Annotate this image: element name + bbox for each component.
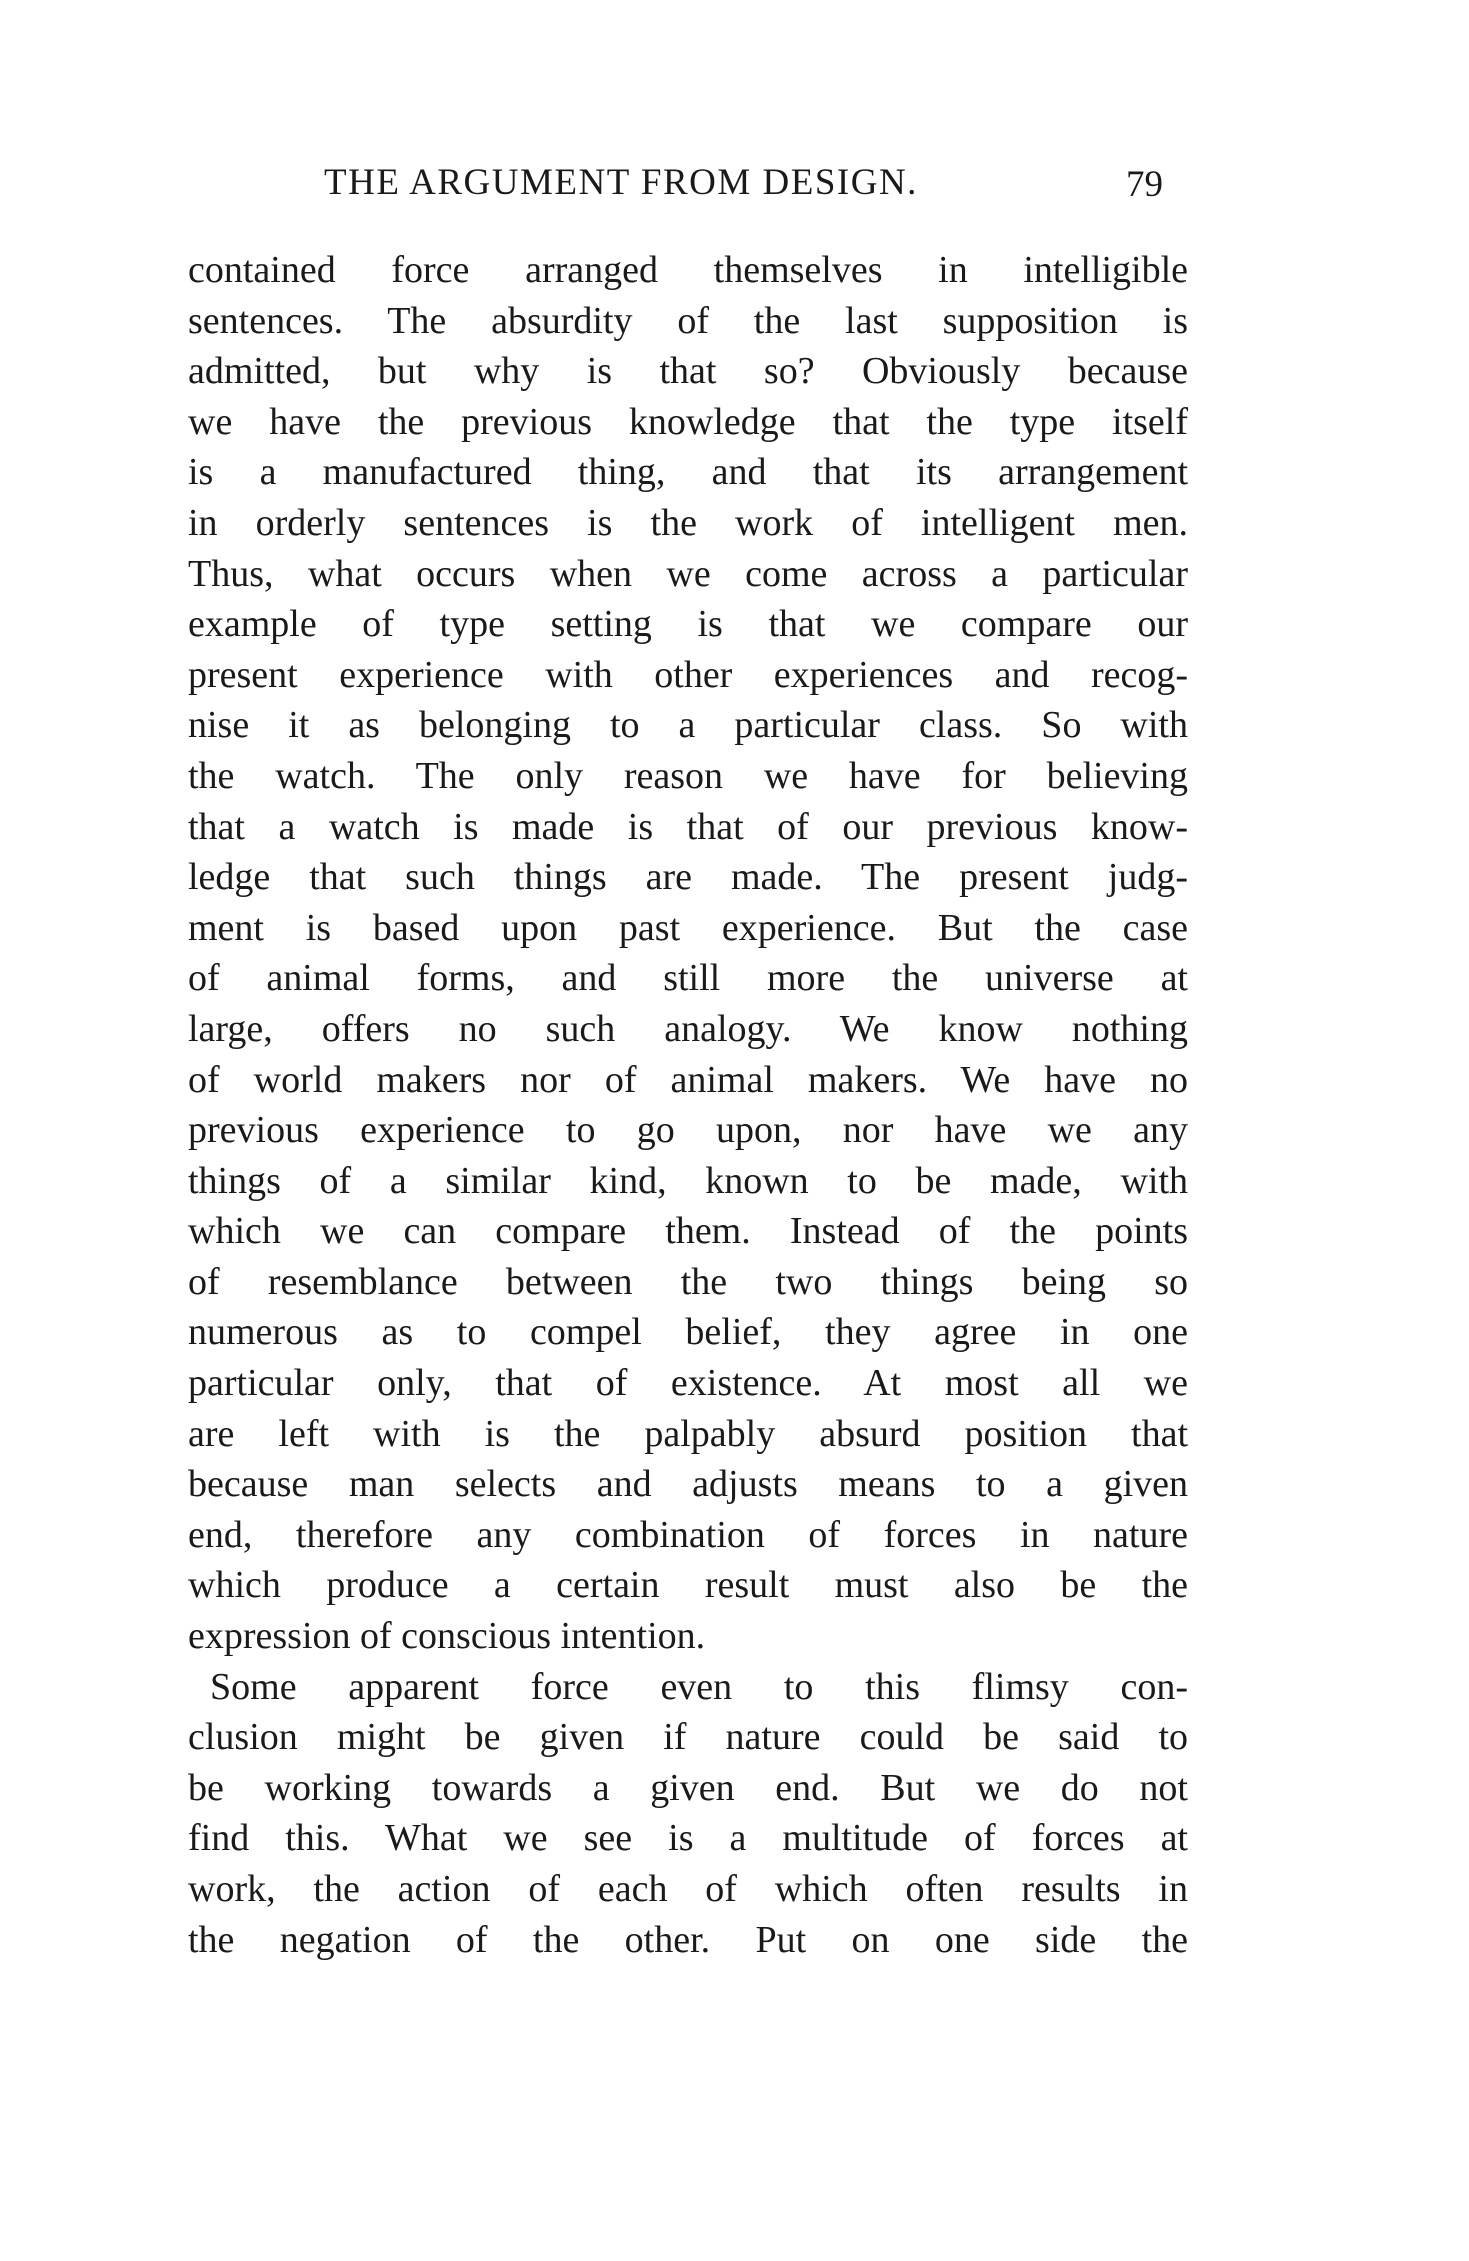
page-number: 79 [1126,164,1163,205]
text-line: in orderly sentences is the work of intelligent men. [188,501,1188,544]
text-line: ment is based upon past experience. But the case [188,906,1188,949]
text-line: work, the action of each of which often results in [188,1868,1188,1910]
running-title: THE ARGUMENT FROM DESIGN. [324,162,918,203]
text-line: admitted, but why is that so? Obviously because [188,350,1188,393]
paragraph-1 [188,245,1188,1662]
text-line: that a watch is made is that of our previous know- [188,805,1188,848]
text-line: things of a similar kind, known to be made, with [188,1159,1188,1202]
text-line: because man selects and adjusts means to a given [188,1463,1188,1506]
text-line: large, offers no such analogy. We know nothing [188,1007,1188,1050]
text-line: previous experience to go upon, nor have we any [188,1109,1188,1152]
running-head [188,158,1188,208]
text-line: which produce a certain result must also be the [188,1564,1188,1607]
text-line: nise it as belonging to a particular class. So with [188,704,1188,747]
text-line: ledge that such things are made. The present judg- [188,856,1188,899]
text-line: numerous as to compel belief, they agree in one [188,1311,1188,1354]
text-line: expression of conscious intention. [188,1615,706,1658]
text-line: Some apparent force even to this flimsy con- [210,1665,1188,1708]
text-line: particular only, that of existence. At most all we [188,1362,1188,1405]
text-line: find this. What we see is a multitude of forces at [188,1817,1188,1860]
text-line: contained force arranged themselves in intelligible [188,249,1188,291]
text-line: Thus, what occurs when we come across a particular [188,552,1188,595]
paragraph-2 [188,1662,1188,1966]
text-line: is a manufactured thing, and that its arrangement [188,451,1188,494]
text-line: we have the previous knowledge that the type itself [188,400,1188,443]
text-line: of world makers nor of animal makers. We have no [188,1058,1188,1101]
text-line: example of type setting is that we compare our [188,603,1188,646]
text-line: are left with is the palpably absurd position that [188,1412,1188,1455]
text-line: clusion might be given if nature could be said to [188,1716,1188,1759]
text-line: of resemblance between the two things being so [188,1260,1188,1303]
text-line: sentences. The absurdity of the last supposition is [188,299,1188,342]
text-line: of animal forms, and still more the universe at [188,957,1188,1000]
text-line: present experience with other experiences and recog- [188,653,1188,696]
text-line: the watch. The only reason we have for believing [188,754,1188,797]
text-line: end, therefore any combination of forces in nature [188,1513,1188,1556]
text-line: the negation of the other. Put on one side the [188,1918,1188,1961]
text-line: be working towards a given end. But we do not [188,1766,1188,1809]
body-text [188,245,1188,1965]
text-line: which we can compare them. Instead of the points [188,1210,1188,1253]
